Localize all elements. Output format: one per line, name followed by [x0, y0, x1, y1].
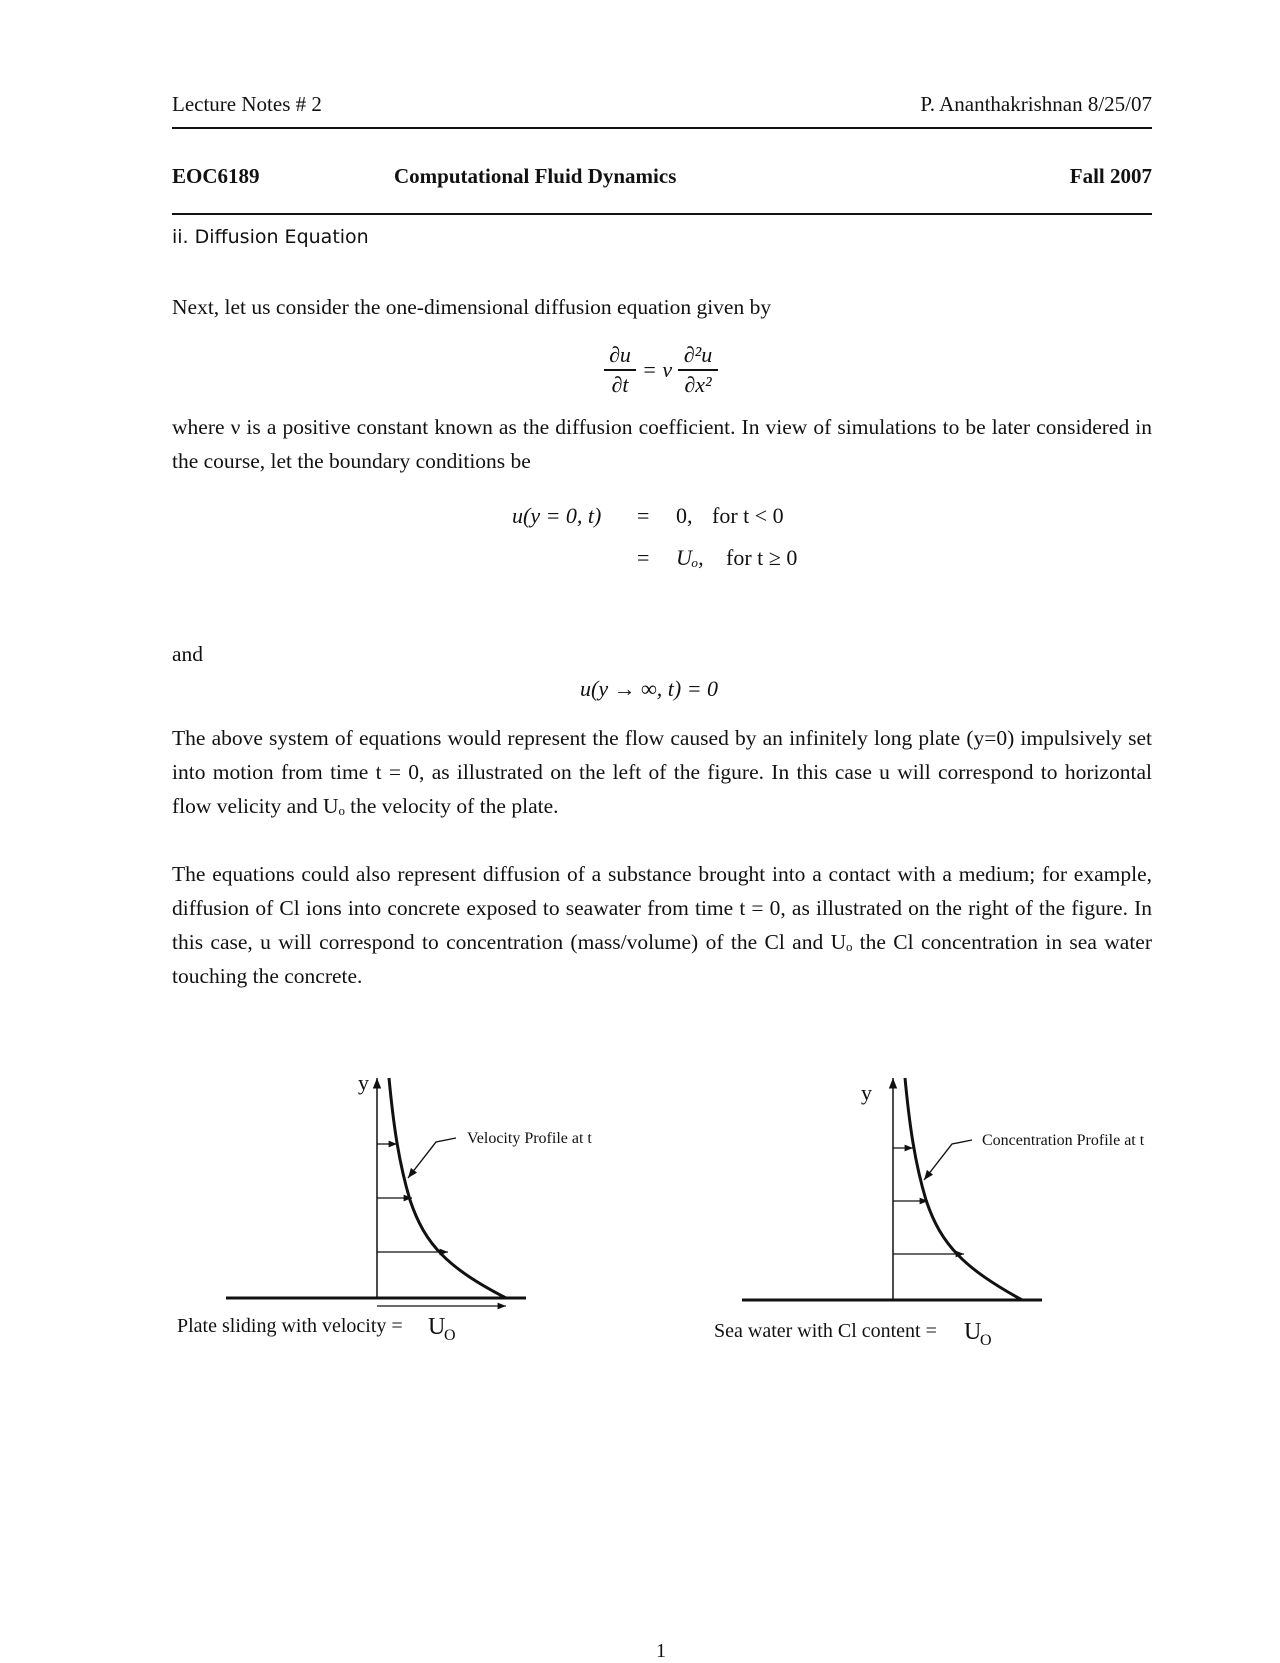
course-code: EOC6189 [172, 164, 260, 188]
equation-lhs-numerator: ∂u [609, 342, 631, 367]
plate-caption-symbol: U [428, 1314, 446, 1340]
concentration-profile-panel [714, 1078, 1145, 1349]
course-title: Computational Fluid Dynamics [394, 164, 677, 188]
bc-row1-equals: = [637, 503, 650, 528]
equation-rhs-denominator: ∂x² [684, 371, 712, 397]
course-term: Fall 2007 [1069, 164, 1152, 188]
velocity-profile-curve [389, 1078, 506, 1298]
concentration-profile-label: Concentration Profile at t [982, 1132, 1145, 1149]
velocity-profile-label: Velocity Profile at t [467, 1130, 592, 1147]
nu-text: where ν is a positive constant known as the diffusion coefficient. In view of simulations to be later considered in the course, let the boundary conditions be [172, 415, 1152, 473]
concentration-label-leader [924, 1140, 972, 1180]
bc-row1-lhs: u(y = 0, t) [512, 503, 602, 528]
bc-infinity: u(y → ∞, t) = 0 [580, 676, 719, 701]
bc-row2-value: Uₒ, [676, 545, 704, 570]
equation-equals-nu: = ν [642, 357, 673, 382]
intro-text: Next, let us consider the one-dimensional diffusion equation given by [172, 295, 772, 319]
concentration-profile-curve [905, 1078, 1022, 1300]
y-axis-label-left: y [358, 1070, 369, 1095]
y-axis-label-right: y [861, 1080, 872, 1105]
diffusion-text: The equations could also represent diffusion of a substance brought into a contact with a medium; for example, diffusion of Cl ions into concrete exposed to seawater from time t = 0, as illustrated on the right of the figure. In this case, u will correspond to concentration (mass/volume) of the Cl and Uₒ the Cl concentration in sea water touching the concrete. [172, 862, 1152, 988]
plate-text: The above system of equations would represent the flow caused by an infinitely long plate (y=0) impulsively set into motion from time t = 0, as illustrated on the left of the figure. In this case u will correspond to horizontal flow velicity and Uₒ the velocity of the plate. [172, 726, 1152, 818]
velocity-label-leader [408, 1138, 456, 1178]
section-title: ii. Diffusion Equation [172, 226, 369, 248]
equation-rhs-numerator: ∂²u [683, 342, 713, 367]
bc-row2-equals: = [637, 545, 650, 570]
velocity-profile-panel [177, 1070, 592, 1344]
running-header-right: P. Ananthakrishnan 8/25/07 [920, 92, 1152, 116]
sea-water-caption-subscript: O [980, 1332, 992, 1349]
plate-caption: Plate sliding with velocity = [177, 1315, 403, 1337]
bc-row2-condition: for t ≥ 0 [726, 545, 798, 570]
bc-row1-condition: for t < 0 [712, 503, 784, 528]
running-header-left: Lecture Notes # 2 [172, 92, 322, 116]
sea-water-caption: Sea water with Cl content = [714, 1320, 937, 1342]
plate-caption-subscript: O [444, 1327, 456, 1344]
page-number: 1 [656, 1640, 666, 1662]
bc-row1-value: 0, [676, 503, 693, 528]
sea-water-caption-symbol: U [964, 1319, 982, 1345]
equation-lhs-denominator: ∂t [611, 371, 629, 397]
and-word: and [172, 642, 204, 666]
